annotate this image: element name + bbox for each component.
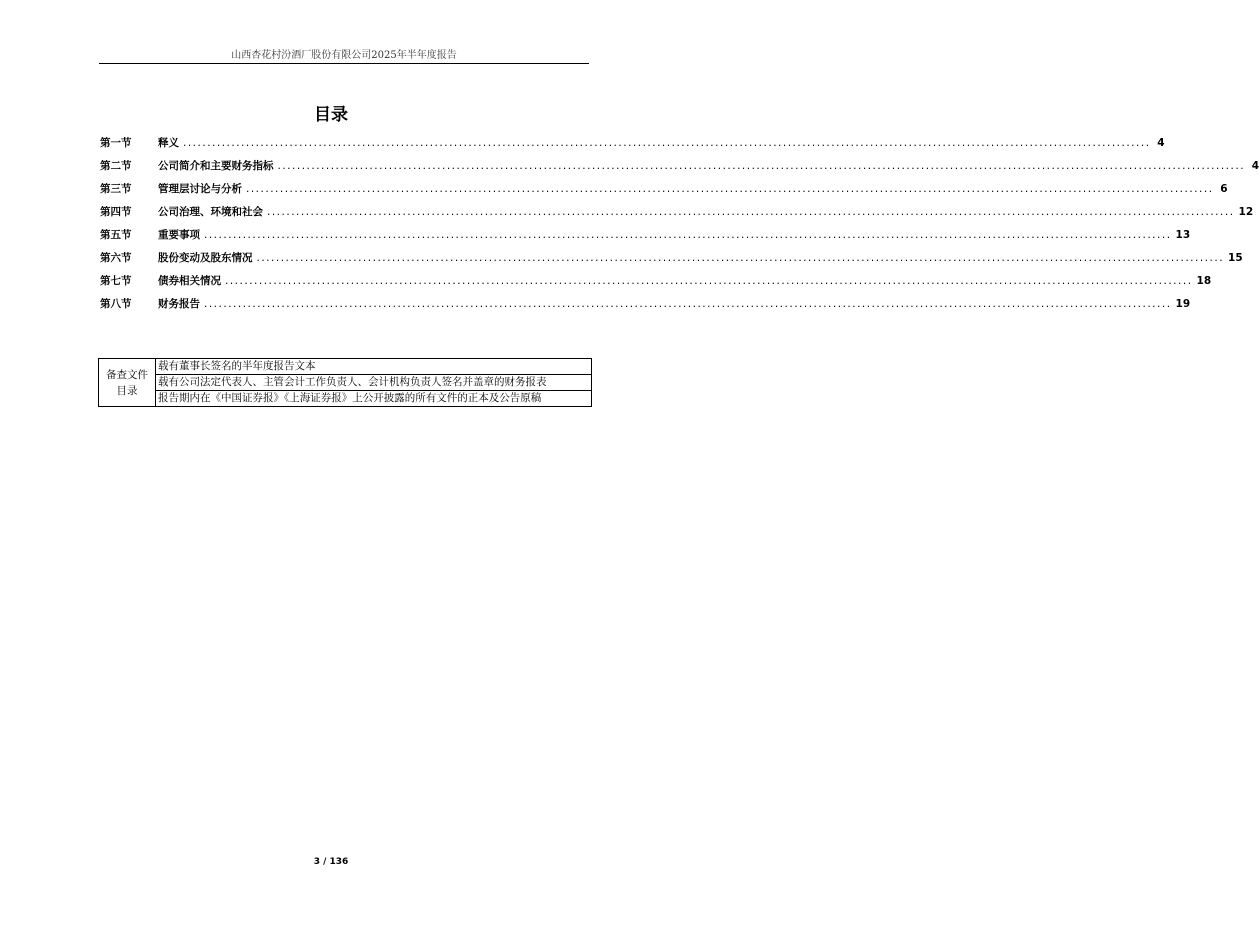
toc-entry-page: 15 [1228,252,1243,264]
toc-leader-dots: ........................................................................................................................................................................................................ [204,298,1172,310]
toc-entry-page: 19 [1175,298,1191,310]
toc-entry-number: 第八节 [100,298,132,310]
toc-entry-number: 第四节 [100,206,132,218]
toc-entry[interactable] [100,296,1191,319]
toc-leader-dots: ........................................................................................................................................................................................................ [246,183,1214,195]
toc-entry-title: 公司简介和主要财务指标 [158,160,274,172]
toc-entry-page: 12 [1238,206,1254,218]
toc-entry-number: 第三节 [100,183,132,195]
page-number: 3 / 136 [313,857,349,867]
toc-title: 目录 [314,105,348,125]
toc-leader-dots: ........................................................................................................................................................................................................ [277,160,1246,172]
toc-entry-title: 重要事项 [158,229,200,241]
toc-entry-page: 18 [1196,275,1212,287]
toc-entry[interactable] [100,273,1212,296]
toc-entry[interactable] [100,227,1191,250]
toc-leader-dots: ........................................................................................................................................................................................................ [183,137,1151,149]
toc-entry-page: 4 [1251,160,1259,172]
page-header: 山西杏花村汾酒厂股份有限公司2025年半年度报告 [99,46,589,64]
toc-entry-title: 股份变动及股东情况 [158,252,253,264]
toc-entry-number: 第一节 [100,137,132,149]
toc-entry[interactable] [100,181,1228,204]
toc-entry[interactable] [100,250,1243,273]
toc-entry-page: 4 [1157,137,1165,149]
reference-table-row: 载有董事长签名的半年度报告文本 [156,359,592,375]
toc-entry-page: 13 [1175,229,1191,241]
reference-documents-table [98,358,592,407]
toc-leader-dots: ........................................................................................................................................................................................................ [256,252,1225,264]
table-of-contents [100,135,1259,319]
toc-entry-number: 第七节 [100,275,132,287]
toc-leader-dots: ........................................................................................................................................................................................................ [267,206,1235,218]
toc-entry-title: 财务报告 [158,298,200,310]
toc-entry-title: 管理层讨论与分析 [158,183,242,195]
reference-table-row: 载有公司法定代表人、主管会计工作负责人、会计机构负责人签名并盖章的财务报表 [156,375,592,391]
toc-entry-title: 债券相关情况 [158,275,221,287]
toc-entry-title: 公司治理、环境和社会 [158,206,263,218]
toc-entry-title: 释义 [158,137,179,149]
reference-table-heading: 备查文件目录 [99,359,156,407]
toc-leader-dots: ........................................................................................................................................................................................................ [204,229,1172,241]
toc-entry-number: 第五节 [100,229,132,241]
toc-entry-page: 6 [1220,183,1228,195]
reference-table-row: 报告期内在《中国证券报》《上海证券报》上公开披露的所有文件的正本及公告原稿 [156,391,592,407]
toc-entry-number: 第六节 [100,252,132,264]
toc-leader-dots: ........................................................................................................................................................................................................ [225,275,1193,287]
toc-entry[interactable] [100,135,1165,158]
toc-entry[interactable] [100,158,1259,181]
toc-entry-number: 第二节 [100,160,132,172]
toc-entry[interactable] [100,204,1254,227]
